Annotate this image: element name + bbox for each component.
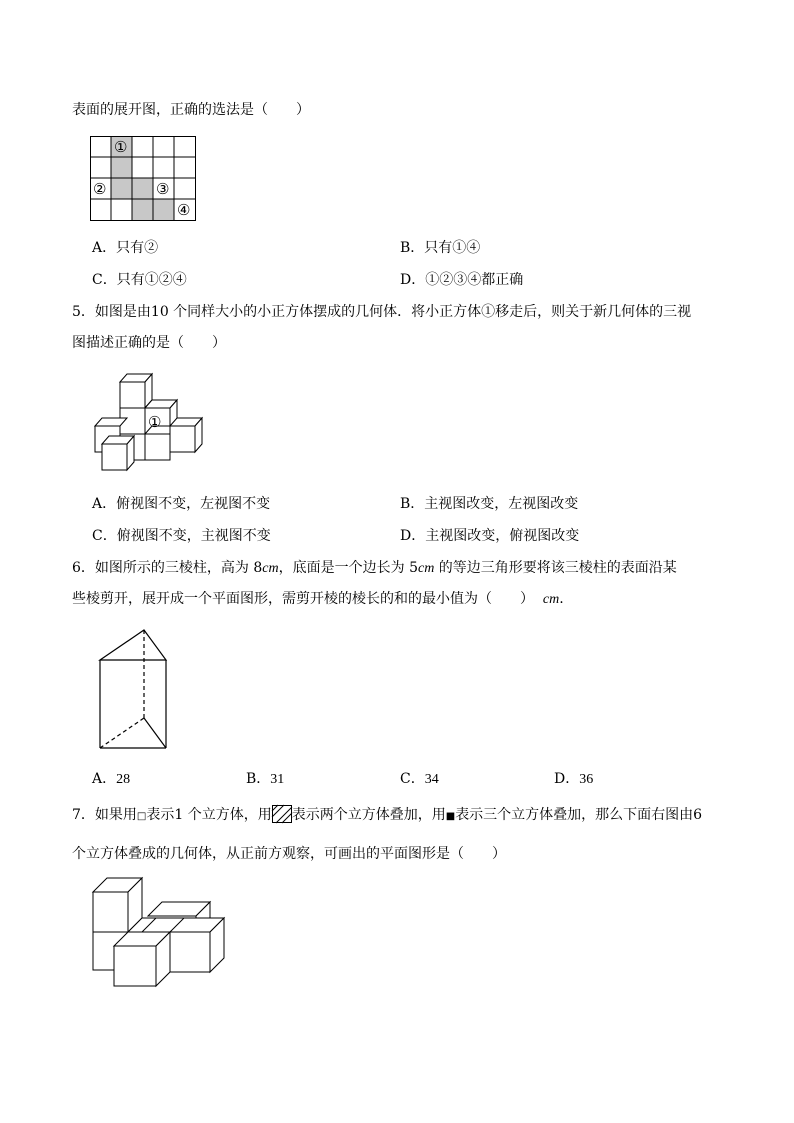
hatched-square-symbol (272, 805, 292, 823)
q6-stem-line1: 6．如图所示的三棱柱，高为 8cm，底面是一个边长为 5cm 的等边三角形要将该三棱柱的表面沿某 (72, 560, 677, 576)
q5-cube-figure (90, 372, 215, 477)
q4-net-grid (90, 136, 198, 222)
q4-stem: 表面的展开图，正确的选法是（ ） (72, 102, 310, 118)
q4-option-b[interactable]: B．只有①④ (400, 240, 481, 256)
q6-option-c[interactable]: C．34 (400, 771, 439, 787)
q4-option-c[interactable]: C．只有①②④ (92, 272, 187, 288)
single-cube-symbol: □ (136, 811, 147, 822)
q4-option-a[interactable]: A．只有② (92, 240, 159, 256)
q7-stem-line2: 个立方体叠成的几何体，从正前方观察，可画出的平面图形是（ ） (72, 846, 506, 862)
grid-label-2: ② (93, 180, 107, 198)
q5-option-b[interactable]: B．主视图改变，左视图改变 (400, 496, 579, 512)
q4-option-d[interactable]: D．①②③④都正确 (400, 272, 524, 288)
grid-label-4: ④ (177, 201, 191, 219)
q6-option-a[interactable]: A．28 (92, 771, 131, 787)
q6-option-b[interactable]: B．31 (246, 771, 285, 787)
q6-prism-figure (96, 628, 176, 750)
q7-cube-figure (90, 874, 230, 990)
q6-option-d[interactable]: D．36 (554, 771, 594, 787)
q7-stem-line1: 7．如果用□表示1 个立方体，用 表示两个立方体叠加，用■表示三个立方体叠加，那么下面右图由6 (72, 807, 703, 823)
q5-stem-line2: 图描述正确的是（ ） (72, 335, 226, 351)
cube-label-1: ① (148, 413, 162, 431)
q5-option-a[interactable]: A．俯视图不变，左视图不变 (92, 496, 271, 512)
q6-stem-line2: 些棱剪开，展开成一个平面图形，需剪开棱的棱长的和的最小值为（ ） cm. (72, 591, 564, 607)
q5-option-d[interactable]: D．主视图改变，俯视图改变 (400, 528, 580, 544)
triple-cube-symbol: ■ (445, 811, 456, 822)
q5-option-c[interactable]: C．俯视图不变，主视图不变 (92, 528, 271, 544)
grid-label-1: ① (114, 138, 128, 156)
grid-label-3: ③ (156, 180, 170, 198)
q5-stem-line1: 5．如图是由10 个同样大小的小正方体摆成的几何体．将小正方体①移走后，则关于新几何体的三视 (72, 304, 692, 320)
